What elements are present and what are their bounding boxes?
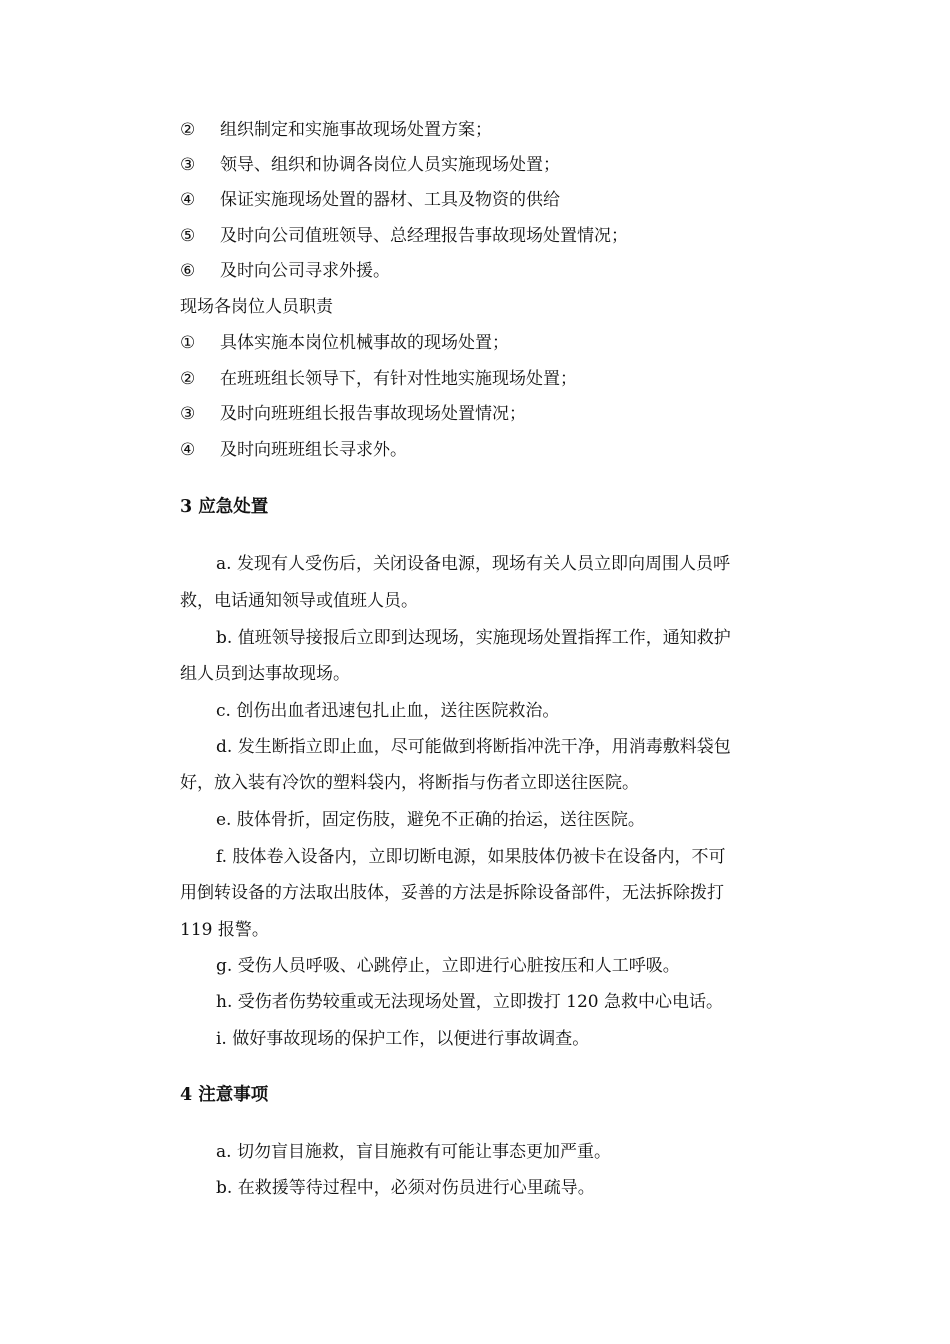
item-number: ③ — [180, 155, 196, 175]
item-number: ④ — [180, 440, 196, 460]
paragraph-line: 组人员到达事故现场。 — [180, 664, 350, 684]
item-number: ② — [180, 120, 196, 140]
list-item — [180, 259, 390, 283]
list-item — [180, 188, 560, 212]
paragraph-line: 119 报警。 — [180, 920, 269, 940]
paragraph-line: e. 肢体骨折，固定伤肢，避免不正确的抬运，送往医院。 — [216, 810, 645, 830]
paragraph-line: 救，电话通知领导或值班人员。 — [180, 591, 418, 611]
paragraph-line: h. 受伤者伤势较重或无法现场处置，立即拨打 120 急救中心电话。 — [216, 992, 724, 1012]
item-number: ③ — [180, 404, 196, 424]
item-text: 及时向公司值班领导、总经理报告事故现场处置情况； — [220, 226, 628, 246]
item-text: 保证实施现场处置的器材、工具及物资的供给 — [220, 190, 560, 210]
paragraph-line: g. 受伤人员呼吸、心跳停止，立即进行心脏按压和人工呼吸。 — [216, 956, 680, 976]
paragraph-line: d. 发生断指立即止血，尽可能做到将断指冲洗干净，用消毒敷料袋包 — [216, 737, 731, 757]
paragraph-line: f. 肢体卷入设备内，立即切断电源，如果肢体仍被卡在设备内，不可 — [216, 847, 726, 867]
list-item — [180, 153, 560, 177]
paragraph-line: b. 在救援等待过程中，必须对伤员进行心里疏导。 — [216, 1178, 595, 1198]
paragraph-line: 用倒转设备的方法取出肢体，妥善的方法是拆除设备部件，无法拆除拨打 — [180, 883, 724, 903]
section-heading-4: 4 注意事项 — [180, 1085, 269, 1105]
section-heading-3: 3 应急处置 — [180, 497, 269, 517]
list-item — [180, 367, 577, 391]
list-item — [180, 331, 509, 355]
paragraph-line: c. 创伤出血者迅速包扎止血，送往医院救治。 — [216, 701, 560, 721]
item-number: ④ — [180, 190, 196, 210]
list-item — [180, 118, 492, 142]
item-text: 及时向公司寻求外援。 — [220, 261, 390, 281]
item-text: 具体实施本岗位机械事故的现场处置； — [220, 333, 509, 353]
item-text: 及时向班班组长报告事故现场处置情况； — [220, 404, 526, 424]
paragraph-line: a. 发现有人受伤后，关闭设备电源，现场有关人员立即向周围人员呼 — [216, 554, 730, 574]
item-text: 领导、组织和协调各岗位人员实施现场处置； — [220, 155, 560, 175]
paragraph-line: 好，放入装有冷饮的塑料袋内，将断指与伤者立即送往医院。 — [180, 773, 639, 793]
paragraph-line: i. 做好事故现场的保护工作，以便进行事故调查。 — [216, 1029, 590, 1049]
item-number: ① — [180, 333, 196, 353]
list-item — [180, 438, 407, 462]
item-text: 在班班组长领导下，有针对性地实施现场处置； — [220, 369, 577, 389]
paragraph-line: a. 切勿盲目施救，盲目施救有可能让事态更加严重。 — [216, 1142, 611, 1162]
item-number: ⑥ — [180, 261, 196, 281]
item-text: 组织制定和实施事故现场处置方案； — [220, 120, 492, 140]
list-item — [180, 402, 526, 426]
list-item — [180, 224, 628, 248]
item-number: ② — [180, 369, 196, 389]
item-number: ⑤ — [180, 226, 196, 246]
section-label: 现场各岗位人员职责 — [180, 297, 333, 317]
paragraph-line: b. 值班领导接报后立即到达现场，实施现场处置指挥工作，通知救护 — [216, 628, 731, 648]
item-text: 及时向班班组长寻求外。 — [220, 440, 407, 460]
